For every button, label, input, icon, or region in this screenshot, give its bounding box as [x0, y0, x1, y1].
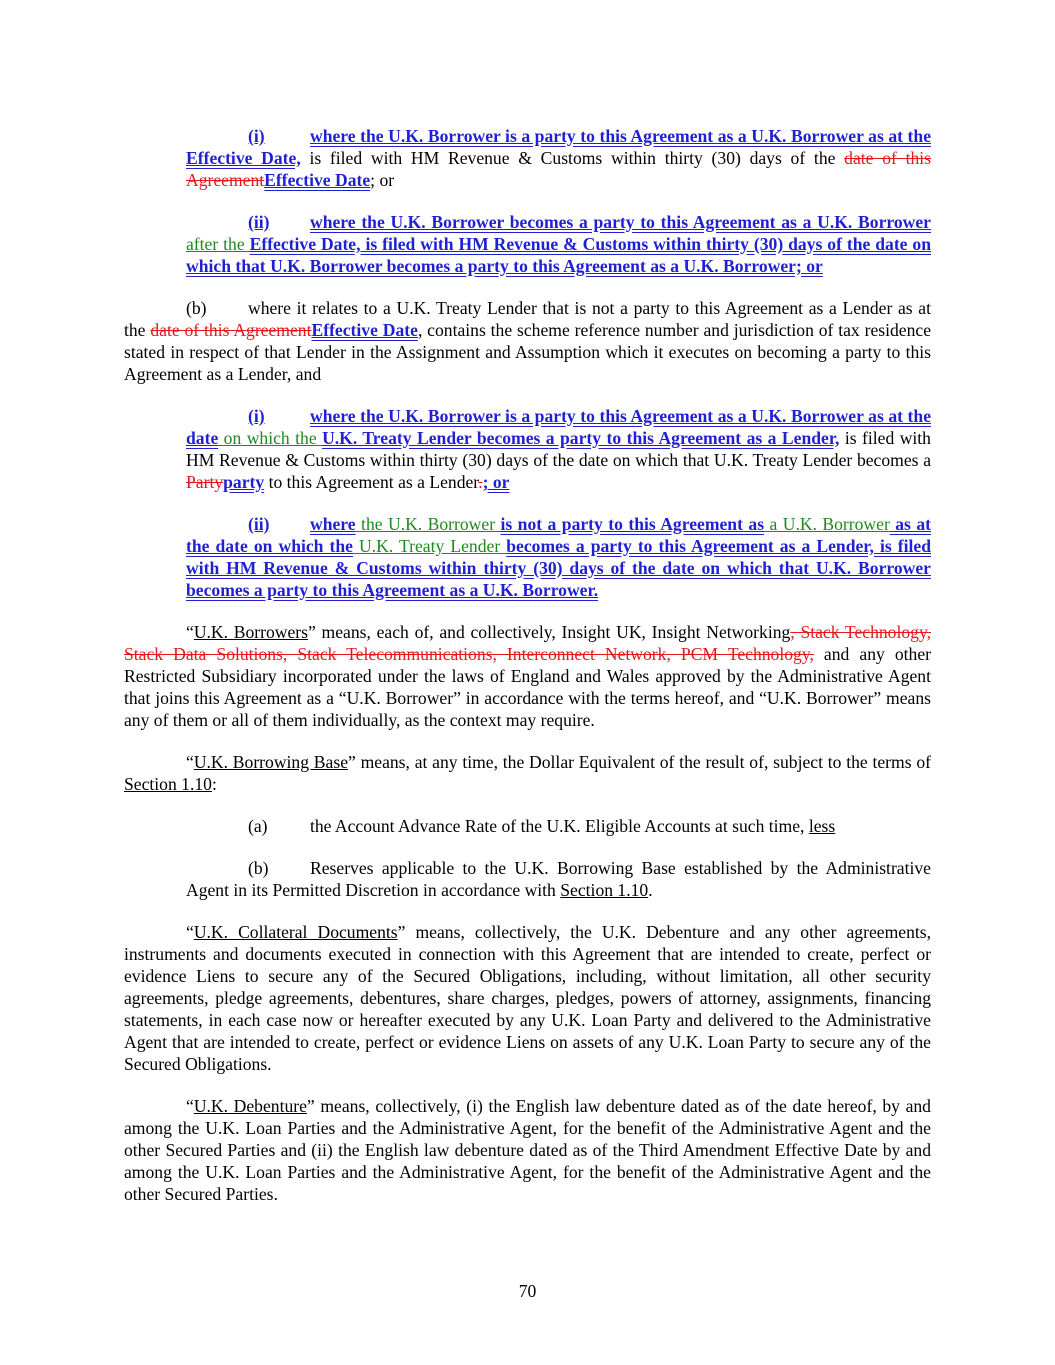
defined-term: U.K. Debenture	[193, 1096, 307, 1116]
clause-number: (b)	[186, 298, 207, 318]
insertion: Effective Date	[311, 320, 418, 340]
text: ” means, at any time, the Dollar Equivalent of the result of, subject to the terms of	[348, 752, 931, 772]
insertion: U.K. Treaty Lender becomes a party to this Agreement as a Lender,	[322, 428, 840, 448]
deletion: date of this Agreement	[150, 320, 312, 340]
text: where it relates to a U.K. Treaty Lender that is not a party to this Agreement as a Lender as at the	[124, 298, 931, 340]
page-number: 70	[518, 1281, 537, 1301]
deletion: , Stack Technology, Stack Data Solutions, Stack Telecommunications, Interconnect Network, PCM Technology,	[124, 622, 931, 664]
insertion: Effective Date	[264, 170, 371, 190]
clause-b-treaty-lender	[124, 297, 931, 385]
clause-b-ii-treaty-lender	[186, 513, 931, 601]
clause-b-i-effective-date	[186, 125, 931, 191]
insertion: where the U.K. Borrower is a party to this Agreement as a U.K. Borrower as at the date	[186, 406, 931, 448]
text: :	[211, 774, 217, 794]
text: , contains the scheme reference number and jurisdiction of tax residence stated in respect of that Lender in the Assignment and Assumption which it executes on becoming a party to this Agreement as a Lender, and	[124, 320, 932, 384]
insertion: where	[310, 514, 356, 534]
text: ” means, collectively, (i) the English law debenture dated as of the date hereof, by and among the U.K. Loan Parties and the Administrative Agent, for the benefit of the Administrative Agent and the other Secured Parties and (ii) the English law debenture dated as of the Third Amendment Effective Date by and among the U.K. Loan Parties and the Administrative Agent, for the benefit of the Administrative Agent and the other Secured Parties.	[124, 1096, 931, 1204]
moved-text: a U.K. Borrower	[764, 514, 890, 534]
section-reference: Section 1.10	[560, 880, 649, 900]
text: .	[648, 880, 653, 900]
insertion: where the U.K. Borrower is a party to this Agreement as a U.K. Borrower as at the Effective Date,	[186, 126, 931, 168]
text: the Account Advance Rate of the U.K. Eligible Accounts at such time,	[310, 816, 809, 836]
definition-uk-borrowers	[124, 621, 931, 731]
definition-uk-collateral-documents	[124, 921, 931, 1075]
clause-number: (a)	[248, 816, 268, 836]
text: Reserves applicable to the U.K. Borrowing Base established by the Administrative Agent in its Permitted Discretion in accordance with	[186, 858, 931, 900]
section-reference: Section 1.10	[124, 774, 212, 794]
defined-term: U.K. Borrowers	[193, 622, 309, 642]
insertion: Effective Date, is filed with HM Revenue & Customs within thirty (30) days of the date on which that U.K. Borrower becomes a party to this Agreement as a U.K. Borrower; or	[186, 234, 931, 276]
text: ” means, each of, and collectively, Insight UK, Insight Networking	[308, 622, 791, 642]
definition-uk-borrowing-base	[124, 751, 931, 795]
quote-open: “	[186, 622, 194, 642]
text: is filed with HM Revenue & Customs within thirty (30) days of the	[300, 148, 845, 168]
text: to this Agreement as a Lender	[264, 472, 479, 492]
clause-number: (ii)	[248, 514, 270, 534]
definition-uk-debenture	[124, 1095, 931, 1205]
moved-text: U.K. Treaty Lender	[352, 536, 507, 556]
quote-open: “	[186, 752, 194, 772]
insertion: is not a party to this Agreement as	[500, 514, 765, 534]
underlined-text: less	[808, 816, 836, 836]
insertion: as at the date on which the	[186, 514, 931, 556]
deletion: .	[478, 472, 483, 492]
clause-number: (b)	[248, 858, 269, 878]
moved-text: the U.K. Borrower	[355, 514, 501, 534]
deletion: date of this Agreement	[186, 148, 932, 190]
text: is filed with HM Revenue & Customs within thirty (30) days of the date on which that U.K. Treaty Lender becomes a	[186, 428, 931, 470]
clause-number: (i)	[248, 126, 265, 146]
insertion: where the U.K. Borrower becomes a party to this Agreement as a U.K. Borrower	[310, 212, 931, 232]
quote-open: “	[186, 1096, 194, 1116]
quote-open: “	[186, 922, 194, 942]
moved-text: on which the	[218, 428, 323, 448]
borrowing-base-clause-a	[186, 815, 931, 837]
text: ; or	[370, 170, 395, 190]
defined-term: U.K. Collateral Documents	[193, 922, 398, 942]
clause-number: (ii)	[248, 212, 270, 232]
defined-term: U.K. Borrowing Base	[193, 752, 348, 772]
borrowing-base-clause-b	[186, 857, 931, 901]
clause-b-i-treaty-lender	[186, 405, 931, 493]
insertion: ; or	[482, 472, 510, 492]
moved-text: after the	[186, 234, 250, 254]
text: ” means, collectively, the U.K. Debenture and any other agreements, instruments and documents executed in connection with this Agreement that are intended to create, perfect or evidence Liens to secure any of the Secured Obligations, including, without limitation, all other security agreements, pledge agreements, debentures, share charges, pledges, powers of attorney, assignments, financing statements, in each case now or hereafter executed by any U.K. Loan Party and delivered to the Administrative Agent that are intended to create, perfect or evidence Liens on assets of any U.K. Loan Party to secure any of the Secured Obligations.	[124, 922, 932, 1074]
insertion: becomes a party to this Agreement as a Lender, is filed with HM Revenue & Customs within thirty (30) days of the date on which that U.K. Borrower becomes a party to this Agreement as a U.K. Borrower.	[186, 536, 931, 600]
document-page	[124, 125, 931, 1225]
insertion: party	[223, 472, 265, 492]
clause-b-ii-after-effective-date	[186, 211, 931, 277]
deletion: Party	[186, 472, 224, 492]
text: and any other Restricted Subsidiary incorporated under the laws of England and Wales approved by the Administrative Agent that joins this Agreement as a “U.K. Borrower” in accordance with the terms hereof, and “U.K. Borrower” means any of them or all of them individually, as the context may require.	[124, 644, 931, 730]
clause-number: (i)	[248, 406, 265, 426]
